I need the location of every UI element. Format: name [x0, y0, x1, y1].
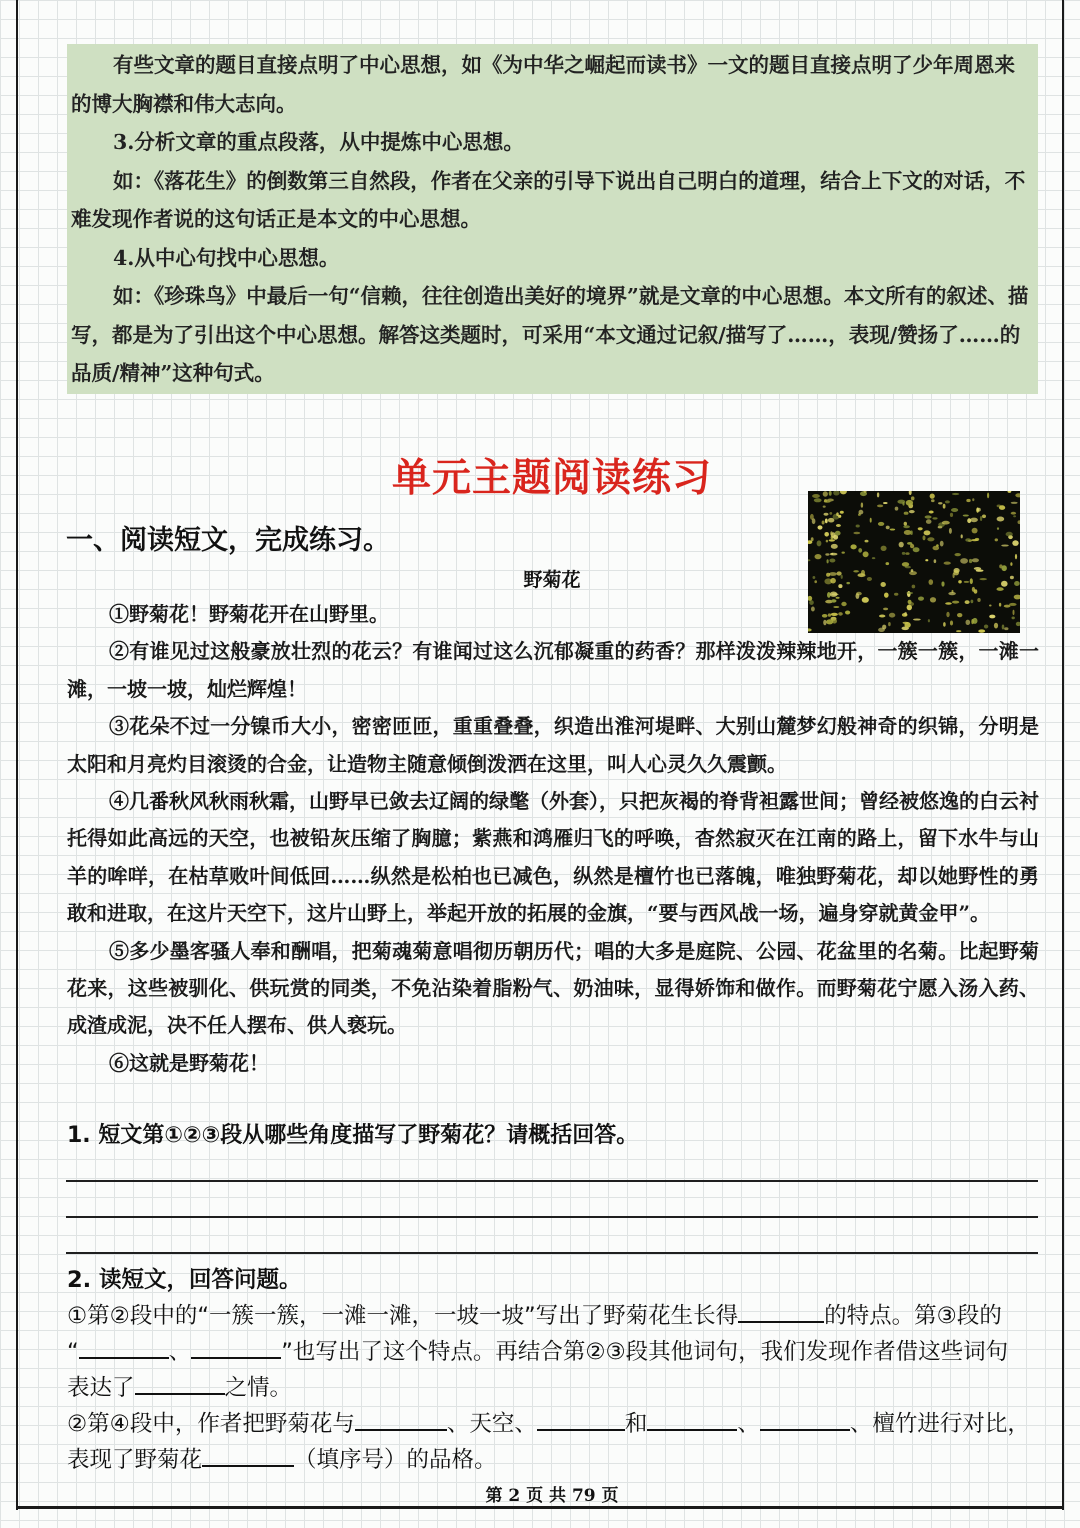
- guide-paragraph-2: 3.分析文章的重点段落，从中提炼中心思想。: [113, 130, 524, 154]
- q2-text: “: [67, 1339, 79, 1365]
- flower-speck: [977, 508, 981, 512]
- flower-speck: [980, 516, 982, 521]
- flower-speck: [1015, 493, 1020, 497]
- flower-speck: [812, 494, 820, 498]
- flower-speck: [877, 505, 883, 508]
- flower-speck: [925, 515, 932, 518]
- flower-speck: [840, 511, 844, 514]
- guide-paragraph-4: 4.从中心句找中心思想。: [113, 245, 340, 270]
- question-2: [67, 1262, 1042, 1478]
- question-2-part-1: [67, 1298, 1042, 1334]
- flower-speck: [818, 525, 823, 529]
- flower-speck: [856, 592, 862, 596]
- flower-speck: [824, 513, 829, 516]
- flower-speck: [840, 491, 847, 494]
- flower-speck: [895, 507, 899, 511]
- flower-speck: [972, 498, 974, 501]
- flower-speck: [835, 531, 841, 536]
- flower-speck: [945, 500, 950, 503]
- flower-speck: [970, 518, 978, 523]
- fill-blank[interactable]: [355, 1407, 447, 1431]
- flower-speck: [943, 504, 946, 509]
- flower-speck: [878, 522, 884, 526]
- question-2-part-1-cont: [67, 1334, 1042, 1370]
- q2-text: （填序号）的品格。: [294, 1447, 497, 1473]
- flower-speck: [902, 552, 906, 555]
- q2-text: 的特点。第③段的: [824, 1303, 1002, 1329]
- passage-body: [67, 596, 1039, 1082]
- flower-speck: [910, 544, 914, 548]
- flower-speck: [918, 527, 923, 530]
- q2-text: ①第②段中的“一簇一簇，一滩一滩，一坡一坡”写出了野菊花生长得: [67, 1303, 739, 1329]
- fill-blank[interactable]: [135, 1371, 225, 1395]
- flower-speck: [930, 494, 935, 499]
- flower-speck: [1008, 491, 1012, 493]
- flower-speck: [1013, 515, 1016, 517]
- flower-speck: [1006, 532, 1013, 537]
- flower-speck: [950, 513, 953, 517]
- flower-speck: [842, 552, 845, 554]
- q2-text: ”也写出了这个特点。再结合第②③段其他词句，我们发现作者借这些词句: [281, 1339, 1009, 1365]
- flower-speck: [997, 527, 999, 530]
- flower-speck: [836, 512, 839, 516]
- flower-speck: [897, 500, 905, 504]
- flower-speck: [836, 524, 841, 527]
- flower-speck: [927, 537, 934, 541]
- flower-speck: [859, 510, 864, 515]
- q2-text: 、: [737, 1411, 760, 1437]
- fill-blank[interactable]: [202, 1443, 294, 1467]
- fill-blank[interactable]: [79, 1335, 169, 1359]
- flower-speck: [909, 510, 915, 513]
- q2-text: ②第④段中，作者把野菊花与: [67, 1411, 355, 1437]
- flower-speck: [829, 491, 832, 496]
- flower-speck: [814, 498, 822, 502]
- flower-speck: [931, 499, 935, 502]
- flower-speck: [934, 559, 937, 563]
- q2-text: 、檀竹进行对比，: [849, 1411, 1030, 1437]
- flower-speck: [856, 525, 860, 528]
- passage-paragraph: ②有谁见过这般豪放壮烈的花云？有谁闻过这么沉郁凝重的药香？那样泼泼辣辣地开，一簇一簇，一滩一滩，一坡一坡，灿烂辉煌！: [67, 639, 1039, 701]
- passage-paragraph: ①野菊花！野菊花开在山野里。: [109, 602, 389, 626]
- flower-speck: [904, 512, 909, 515]
- flower-speck: [831, 553, 833, 555]
- flower-speck: [903, 525, 910, 528]
- flower-speck: [881, 546, 887, 551]
- passage-paragraph: ⑥这就是野菊花！: [109, 1050, 269, 1075]
- flower-speck: [906, 500, 913, 506]
- flower-speck: [870, 518, 872, 523]
- flower-speck: [826, 540, 828, 543]
- flower-speck: [877, 492, 879, 497]
- flower-speck: [886, 526, 890, 530]
- flower-speck: [961, 534, 963, 538]
- q2-text: 和: [624, 1411, 648, 1437]
- flower-speck: [1011, 512, 1016, 515]
- flower-speck: [966, 499, 970, 502]
- flower-speck: [925, 559, 928, 561]
- flower-speck: [823, 506, 826, 508]
- q2-text: 表现了野菊花: [67, 1447, 203, 1473]
- passage-paragraph: ⑤多少墨客骚人奉和酬唱，把菊魂菊意唱彻历朝历代；唱的大多是庭院、公园、花盆里的名菊。比起野菊花来，这些被驯化、供玩赏的同类，不免沾染着脂粉气、奶油味，显得娇饰和做作。而野菊花宁愿入汤入药、成渣成泥，决不任人摆布、供人亵玩。: [67, 938, 1039, 1038]
- flower-speck: [833, 491, 839, 496]
- flower-speck: [995, 538, 998, 541]
- flower-speck: [940, 541, 944, 547]
- passage-paragraph: ④几番秋风秋雨秋霜，山野早已敛去辽阔的绿氅（外套），只把灰褐的脊背袒露世间；曾经被悠逸的白云衬托得如此高远的天空，也被铅灰压缩了胸臆；紫燕和鸿雁归飞的呼唤，杳然寂灭在江南的路上，留下水牛与山羊的哞咩，在枯草败叶间低回……纵然是松柏也已减色，纵然是檀竹也已落魄，唯独野菊花，却以她野性的勇敢和进取，在这片天空下，这片山野上，举起开放的拓展的金旗，“要与西风战一场，遍身穿就黄金甲”。: [67, 789, 1039, 926]
- flower-speck: [965, 538, 971, 542]
- flower-speck: [951, 508, 958, 512]
- flower-speck: [942, 521, 950, 525]
- flower-speck: [960, 558, 968, 564]
- flower-speck: [824, 501, 831, 503]
- flower-speck: [1018, 520, 1021, 524]
- flower-speck: [812, 518, 816, 524]
- flower-speck: [905, 552, 909, 555]
- flower-speck: [858, 548, 862, 553]
- flower-speck: [861, 503, 863, 508]
- flower-speck: [890, 529, 896, 531]
- flower-speck: [817, 540, 822, 546]
- flower-speck: [982, 515, 986, 519]
- flower-speck: [865, 540, 869, 543]
- guide-paragraph-5: 如：《珍珠鸟》中最后一句“信赖，往往创造出美好的境界”就是文章的中心思想。本文所有的叙述、描写，都是为了引出这个中心思想。解答这类题时，可采用“本文通过记叙/描写了……，表现/赞扬了……的品质/精神”这种句式。: [71, 284, 1029, 385]
- flower-speck: [972, 558, 979, 562]
- fill-blank[interactable]: [191, 1335, 281, 1359]
- unit-title: 单元主题阅读练习: [391, 456, 712, 501]
- flower-speck: [987, 493, 989, 499]
- flower-speck: [829, 539, 835, 541]
- method-guide-box: [67, 44, 1038, 394]
- question-1: 1. 短文第①②③段从哪些角度描写了野菊花？请概括回答。: [67, 1123, 639, 1148]
- flower-speck: [910, 530, 912, 535]
- flower-speck: [952, 493, 959, 495]
- flower-speck: [872, 557, 875, 559]
- flower-speck: [829, 512, 832, 515]
- flower-speck: [883, 502, 888, 504]
- flower-speck: [1012, 540, 1018, 546]
- flower-speck: [904, 522, 907, 526]
- page-border-right: [1062, 0, 1064, 1510]
- flower-speck: [906, 592, 913, 594]
- page-border-bottom: [16, 1506, 1064, 1509]
- flower-speck: [863, 551, 869, 557]
- flower-speck: [831, 544, 838, 549]
- flower-speck: [825, 519, 828, 524]
- flower-speck: [963, 515, 969, 517]
- flower-speck: [825, 553, 829, 555]
- flower-speck: [853, 532, 860, 535]
- flower-speck: [830, 531, 832, 535]
- section-heading: 一、阅读短文，完成练习。: [66, 525, 390, 556]
- flower-speck: [808, 559, 810, 561]
- flower-speck: [955, 553, 961, 556]
- flower-speck: [932, 517, 937, 519]
- question-2-part-2: [67, 1406, 1042, 1442]
- flower-speck: [949, 528, 952, 534]
- fill-blank[interactable]: [647, 1407, 737, 1431]
- flower-speck: [926, 519, 932, 524]
- flower-speck: [829, 559, 835, 563]
- fill-blank[interactable]: [760, 1407, 850, 1431]
- page-number: 第 2 页 共 79 页: [485, 1486, 619, 1506]
- guide-paragraph-1: 有些文章的题目直接点明了中心思想，如《为中华之崛起而读书》一文的题目直接点明了少年周恩来的博大胸襟和伟大志向。: [71, 53, 1015, 116]
- q2-text: 、天空、: [446, 1411, 537, 1437]
- flower-speck: [911, 496, 915, 500]
- flower-speck: [969, 559, 972, 563]
- page-border-left: [16, 0, 18, 1510]
- flower-speck: [830, 553, 838, 556]
- flower-speck: [997, 517, 1005, 522]
- flower-speck: [936, 544, 939, 547]
- answer-line[interactable]: [66, 1180, 1038, 1182]
- flower-speck: [851, 544, 857, 549]
- flower-speck: [1001, 545, 1009, 547]
- flower-speck: [923, 535, 926, 540]
- flower-speck: [815, 554, 822, 559]
- flower-speck: [822, 521, 825, 525]
- q2-text: 、: [168, 1339, 192, 1365]
- question-2-part-1-end: [67, 1370, 1042, 1406]
- q2-text: 之情。: [224, 1375, 293, 1401]
- flower-speck: [971, 539, 979, 541]
- flower-speck: [913, 547, 920, 552]
- flower-speck: [999, 505, 1005, 510]
- fill-blank[interactable]: [738, 1299, 824, 1323]
- flower-speck: [1011, 502, 1018, 504]
- flower-speck: [899, 542, 904, 548]
- fill-blank[interactable]: [537, 1407, 625, 1431]
- guide-paragraph-3: 如：《落花生》的倒数第三自然段，作者在父亲的引导下说出自己明白的道理，结合上下文的对话，不难发现作者说的这句话正是本文的中心思想。: [71, 168, 1026, 231]
- question-2-part-2-end: [67, 1442, 1042, 1478]
- flower-speck: [909, 491, 912, 495]
- flower-speck: [924, 530, 931, 535]
- answer-line[interactable]: [66, 1252, 1038, 1254]
- passage-title: 野菊花: [523, 569, 581, 591]
- flower-speck: [824, 532, 829, 537]
- passage-paragraph: ③花朵不过一分镍币大小，密密匝匝，重重叠叠，织造出淮河堤畔、大别山麓梦幻般神奇的织锦，分明是太阳和月亮灼目滚烫的合金，让造物主随意倾倒泼洒在这里，叫人心灵久久震颤。: [67, 714, 1039, 776]
- flower-speck: [929, 511, 934, 514]
- flower-speck: [948, 592, 955, 595]
- flower-speck: [828, 518, 835, 523]
- flower-speck: [972, 528, 978, 534]
- flower-speck: [1015, 554, 1017, 559]
- question-2-title: 2. 读短文，回答问题。: [67, 1267, 302, 1293]
- flower-speck: [938, 502, 942, 504]
- flower-speck: [827, 559, 829, 563]
- answer-line[interactable]: [66, 1216, 1038, 1218]
- q2-text: 表达了: [67, 1375, 135, 1401]
- flower-speck: [811, 537, 814, 541]
- flower-speck: [823, 491, 828, 496]
